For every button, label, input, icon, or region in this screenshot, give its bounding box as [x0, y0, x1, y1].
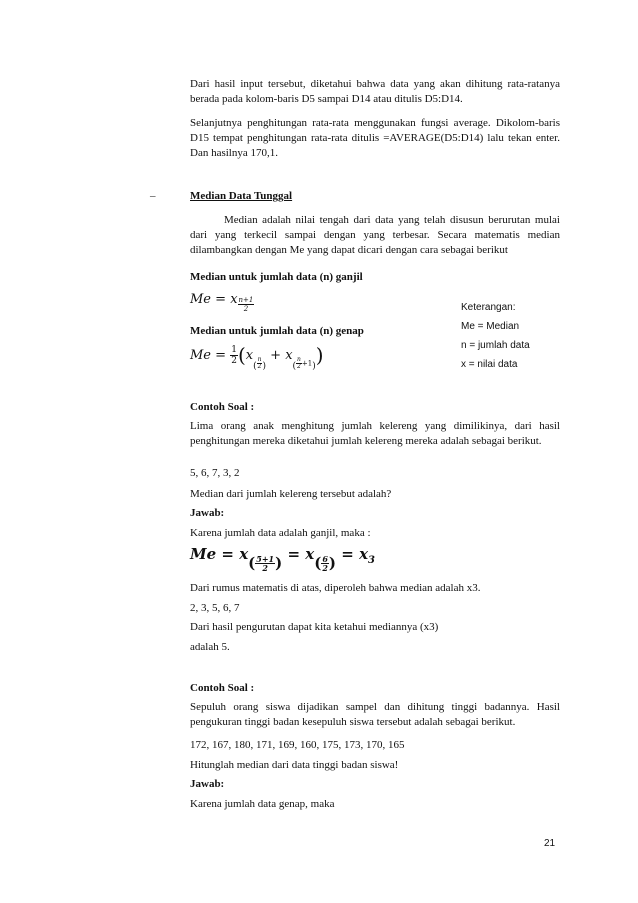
example1-result: adalah 5. — [190, 641, 230, 653]
example1-ask: Median dari jumlah kelereng tersebut adalah? — [190, 488, 392, 500]
formula-example1: Me = x( $\frac{5+1}{2}$ ) = x( $\frac{6}{2}$ ) = $x_3$ — [190, 545, 375, 573]
paragraph-input-result: Dari hasil input tersebut, diketahui bahwa data yang akan dihitung rata-ratanya berada pada kolom-baris D5 sampai D14 atau ditulis D5:D14. — [190, 78, 560, 106]
example2-question: Sepuluh orang siswa dijadikan sampel dan dihitung tinggi badannya. Hasil pengukuran tinggi badan kesepuluh siswa tersebut adalah sebagai berikut. — [190, 701, 560, 729]
example2-answer-label: Jawab: — [190, 778, 225, 790]
odd-heading: Median untuk jumlah data (n) ganjil — [190, 271, 363, 283]
example1-sorted-note: Dari hasil pengurutan dapat kita ketahui mediannya (x3) — [190, 621, 439, 633]
example1-label: Contoh Soal : — [190, 401, 255, 413]
even-heading: Median untuk jumlah data (n) genap — [190, 325, 364, 337]
example1-question: Lima orang anak menghitung jumlah kelereng yang dimilikinya, dari hasil penghitungan mereka diketahui jumlah kelereng mereka adalah sebagai berikut. — [190, 420, 560, 448]
section-bullet: – — [150, 190, 156, 202]
legend-item-n: n = jumlah data — [461, 340, 530, 351]
example2-label: Contoh Soal : — [190, 682, 255, 694]
page-number: 21 — [544, 838, 556, 849]
section-heading: Median Data Tunggal — [190, 190, 293, 202]
example2-data: 172, 167, 180, 171, 169, 160, 175, 173, 170, 165 — [190, 739, 405, 751]
example1-data: 5, 6, 7, 3, 2 — [190, 467, 240, 479]
legend-title: Keterangan: — [461, 302, 516, 313]
formula-median-even: Me = $\frac{1}{2}$ (x( $\frac{n}{2}$ ) + x( $\frac{n}{2}$ +1)) — [190, 343, 324, 371]
formula-median-odd: Me = x $\frac{n+1}{2}$ — [190, 292, 254, 313]
example2-answer-intro: Karena jumlah data genap, maka — [190, 798, 335, 810]
legend-item-x: x = nilai data — [461, 359, 518, 370]
paragraph-average: Selanjutnya penghitungan rata-rata menggunakan fungsi average. Dikolom-baris D15 tempat penghitungan rata-rata ditulis =AVERAGE(D5:D14) lalu tekan enter. Dan hasilnya 170,1. — [190, 117, 560, 160]
example1-answer-label: Jawab: — [190, 507, 225, 519]
example1-sorted: 2, 3, 5, 6, 7 — [190, 602, 240, 614]
example2-ask: Hitunglah median dari data tinggi badan siswa! — [190, 759, 399, 771]
example1-conclusion: Dari rumus matematis di atas, diperoleh bahwa median adalah x3. — [190, 582, 481, 594]
example1-answer-intro: Karena jumlah data adalah ganjil, maka : — [190, 527, 371, 539]
legend-item-me: Me = Median — [461, 321, 520, 332]
median-intro: Median adalah nilai tengah dari data yang telah disusun berurutan mulai dari yang terkecil sampai dengan yang terbesar. Secara matematis median dilambangkan dengan Me yang dapat dicari dengan cara sebagai berikut — [190, 214, 560, 257]
